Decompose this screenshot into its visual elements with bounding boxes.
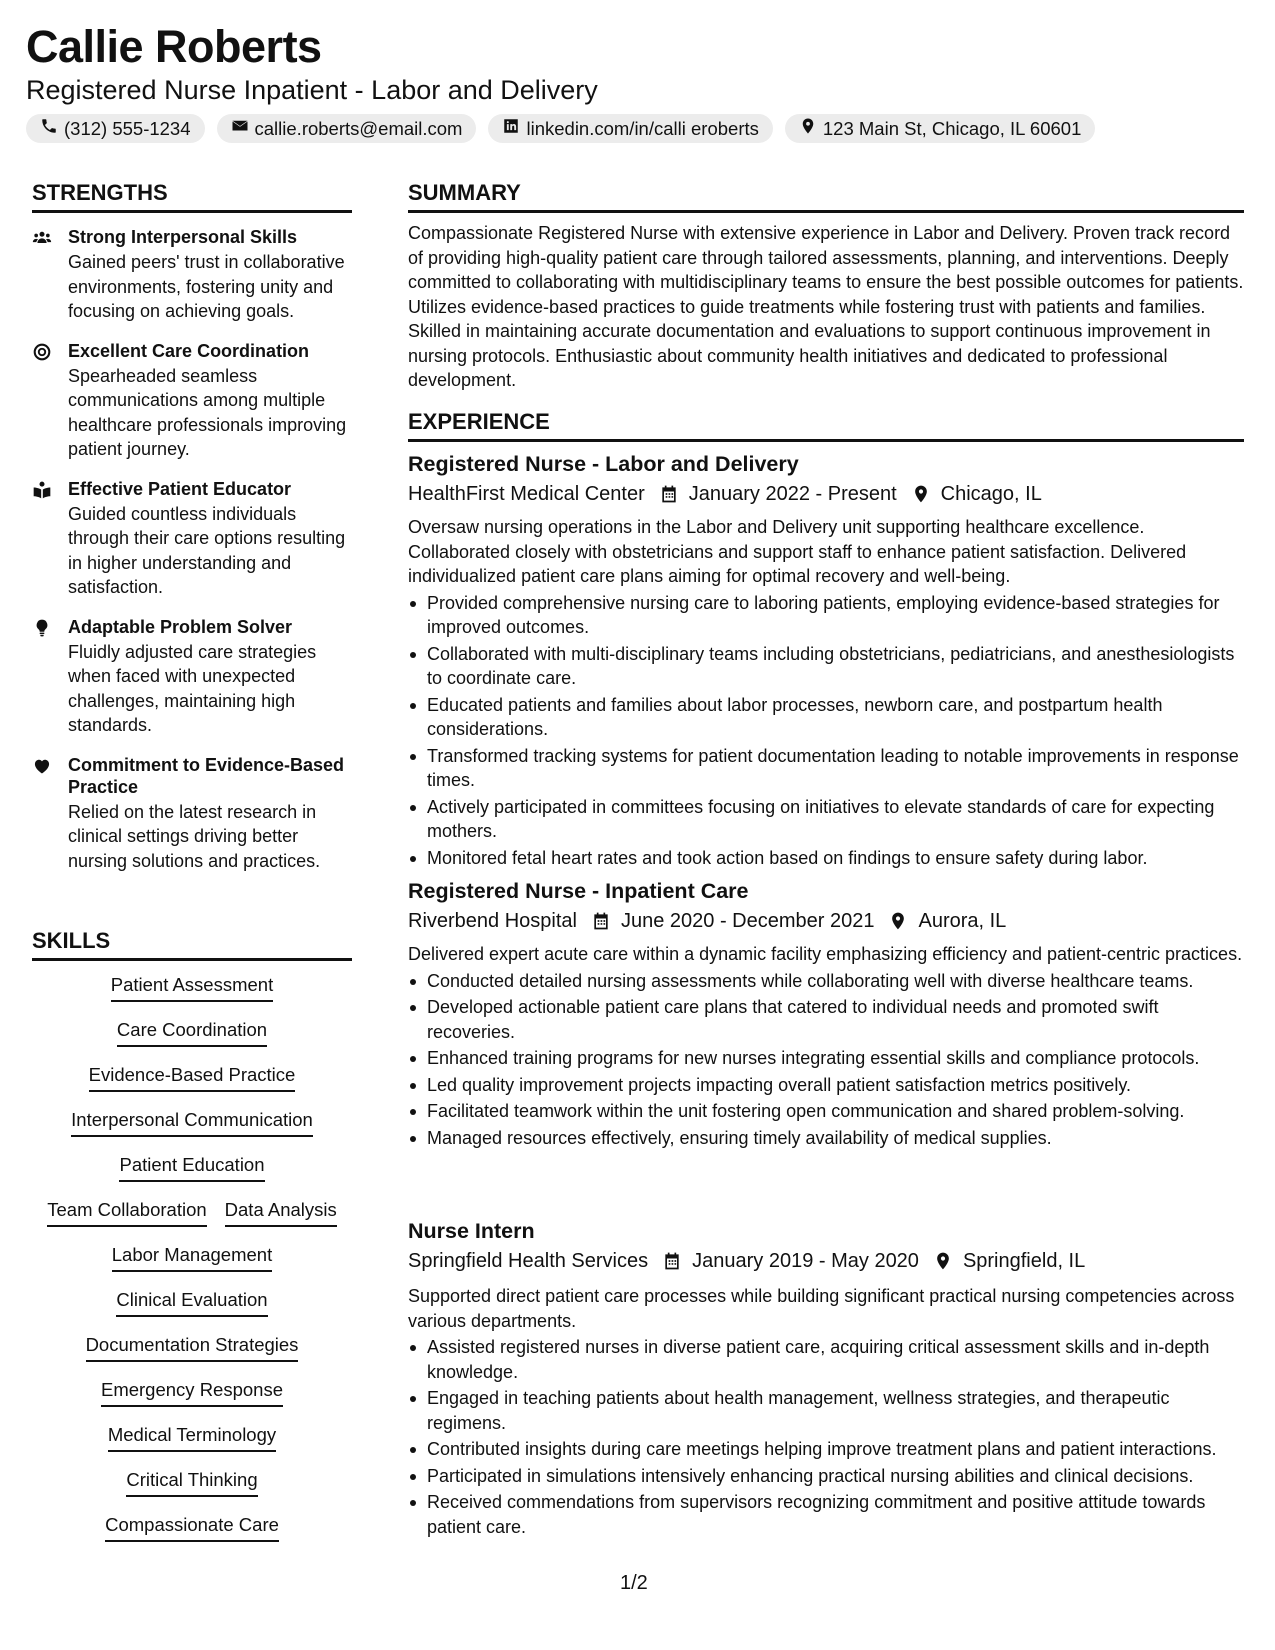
job-description: Supported direct patient care processes while building significant practical nursing competencies across various departments. <box>408 1286 1235 1331</box>
strength-description: Gained peers' trust in collaborative environments, fostering unity and focusing on achieving goals. <box>68 252 345 321</box>
experience-heading: EXPERIENCE <box>408 409 1244 442</box>
page-number: 1/2 <box>620 1572 648 1594</box>
strengths-list <box>32 226 352 889</box>
list-item: Actively participated in committees focusing on initiatives to elevate standards of care for expecting mothers. <box>408 795 1244 844</box>
candidate-name: Callie Roberts <box>26 21 322 72</box>
strength-item <box>32 226 352 324</box>
skill-tag: Data Analysis <box>225 1199 337 1227</box>
list-item: Participated in simulations intensively enhancing practical nursing abilities and clinical decisions. <box>408 1464 1244 1489</box>
strength-item <box>32 754 352 874</box>
strength-title: Effective Patient Educator <box>68 478 292 499</box>
map-pin-icon <box>888 911 908 931</box>
strength-description: Fluidly adjusted care strategies when faced with unexpected challenges, maintaining high standards. <box>68 641 317 735</box>
book-reader-icon <box>32 478 54 600</box>
contact-address <box>785 114 1096 143</box>
list-item: Led quality improvement projects impacting overall patient satisfaction metrics positively. <box>408 1073 1244 1098</box>
list-item: Transformed tracking systems for patient documentation leading to notable improvements in response times. <box>408 744 1244 793</box>
strength-title: Adaptable Problem Solver <box>68 616 293 637</box>
list-item: Conducted detailed nursing assessments while collaborating well with diverse healthcare teams. <box>408 969 1244 994</box>
job-location: Chicago, IL <box>940 483 1042 505</box>
job-location: Aurora, IL <box>918 910 1007 932</box>
strength-item <box>32 478 352 600</box>
job-entry <box>408 1218 1244 1541</box>
strengths-heading: STRENGTHS <box>32 180 352 213</box>
strength-description: Relied on the latest research in clinical settings driving better nursing solutions and practices. <box>68 801 321 871</box>
map-pin-icon <box>933 1251 953 1271</box>
job-location: Springfield, IL <box>962 1250 1086 1272</box>
envelope-icon <box>231 117 249 140</box>
skills-heading: SKILLS <box>32 928 352 961</box>
list-item: Engaged in teaching patients about health management, wellness strategies, and therapeutic regimens. <box>408 1386 1244 1435</box>
job-title: Registered Nurse - Inpatient Care <box>408 879 749 903</box>
job-entry <box>408 878 1244 1152</box>
job-bullets <box>408 1335 1244 1539</box>
summary-heading: SUMMARY <box>408 180 1244 213</box>
job-meta <box>408 908 1244 934</box>
contact-linkedin-text: linkedin.com/in/calli eroberts <box>526 117 759 139</box>
list-item: Monitored fetal heart rates and took action based on findings to ensure safety during labor. <box>408 846 1244 871</box>
list-item: Collaborated with multi-disciplinary teams including obstetricians, pediatricians, and anesthesiologists to coordinate care. <box>408 642 1244 691</box>
strength-item <box>32 616 352 738</box>
skill-tag: Compassionate Care <box>105 1514 279 1542</box>
strength-description: Spearheaded seamless communications among multiple healthcare professionals improving patient journey. <box>68 365 347 459</box>
job-bullets <box>408 591 1244 871</box>
skills-list <box>32 974 352 1542</box>
map-pin-icon <box>911 484 931 504</box>
contact-phone-text: (312) 555-1234 <box>64 117 191 139</box>
lightbulb-icon <box>32 616 54 738</box>
skill-tag: Care Coordination <box>117 1019 267 1047</box>
strength-title: Excellent Care Coordination <box>68 340 310 361</box>
list-item: Educated patients and families about labor processes, newborn care, and postpartum health considerations. <box>408 693 1244 742</box>
list-item: Managed resources effectively, ensuring timely availability of medical supplies. <box>408 1126 1244 1151</box>
phone-icon <box>40 117 58 140</box>
skill-tag: Evidence-Based Practice <box>89 1064 296 1092</box>
calendar-icon <box>659 484 679 504</box>
skill-tag: Critical Thinking <box>126 1469 257 1497</box>
contact-phone[interactable] <box>26 114 205 143</box>
skill-tag: Documentation Strategies <box>86 1334 299 1362</box>
skill-tag: Clinical Evaluation <box>116 1289 267 1317</box>
job-bullets <box>408 969 1244 1151</box>
job-entry <box>408 451 1244 872</box>
calendar-icon <box>662 1251 682 1271</box>
calendar-icon <box>591 911 611 931</box>
strength-item <box>32 340 352 462</box>
skill-tag: Team Collaboration <box>47 1199 206 1227</box>
summary-text: Compassionate Registered Nurse with extensive experience in Labor and Delivery. Proven track record of providing high-quality patient care through tailored assessments, planning, and interventions. Deeply committed to collaborating with multidisciplinary teams to ensure the best possible outcomes for patients. Utilizes evidence-based practices to guide treatments while fostering trust with patients and families. Skilled in maintaining accurate documentation and evaluations to support continuous improvement in nursing protocols. Enthusiastic about community health initiatives and dedicated to professional development. <box>408 223 1244 390</box>
job-dates: January 2019 - May 2020 <box>692 1250 919 1272</box>
job-title: Nurse Intern <box>408 1219 535 1243</box>
linkedin-icon <box>502 117 520 140</box>
job-title: Registered Nurse - Labor and Delivery <box>408 452 799 476</box>
map-pin-icon <box>799 117 817 140</box>
job-dates: January 2022 - Present <box>688 483 897 505</box>
contact-bar <box>26 114 1095 143</box>
heart-icon <box>32 754 54 874</box>
job-description: Oversaw nursing operations in the Labor and Delivery unit supporting healthcare excellence. Collaborated closely with obstetricians and support staff to enhance patient satisfaction. Delivered individualized patient care plans aiming for optimal recovery and well-being. <box>408 517 1187 586</box>
list-item: Assisted registered nurses in diverse patient care, acquiring critical assessment skills and in-depth knowledge. <box>408 1335 1244 1384</box>
contact-email[interactable] <box>217 114 477 143</box>
strength-title: Commitment to Evidence-Based Practice <box>68 754 345 797</box>
list-item: Enhanced training programs for new nurses integrating essential skills and compliance protocols. <box>408 1046 1244 1071</box>
job-company: Riverbend Hospital <box>408 910 577 932</box>
job-company: HealthFirst Medical Center <box>408 483 645 505</box>
job-dates: June 2020 - December 2021 <box>620 910 875 932</box>
skill-tag: Medical Terminology <box>108 1424 276 1452</box>
skill-tag: Patient Assessment <box>111 974 273 1002</box>
list-item: Developed actionable patient care plans that catered to individual needs and promoted swift recoveries. <box>408 995 1244 1044</box>
skill-tag: Patient Education <box>119 1154 264 1182</box>
contact-address-text: 123 Main St, Chicago, IL 60601 <box>822 117 1082 139</box>
strength-description: Guided countless individuals through their care options resulting in higher understanding and satisfaction. <box>68 503 346 597</box>
list-item: Received commendations from supervisors recognizing commitment and positive attitude towards patient care. <box>408 1490 1244 1539</box>
job-company: Springfield Health Services <box>408 1250 649 1272</box>
list-item: Provided comprehensive nursing care to laboring patients, employing evidence-based strategies for improved outcomes. <box>408 591 1244 640</box>
contact-linkedin[interactable] <box>488 114 772 143</box>
contact-email-text: callie.roberts@email.com <box>254 117 463 139</box>
job-meta <box>408 481 1244 507</box>
job-meta <box>408 1248 1244 1274</box>
list-item: Contributed insights during care meetings helping improve treatment plans and patient interactions. <box>408 1437 1244 1462</box>
list-item: Facilitated teamwork within the unit fostering open communication and shared problem-solving. <box>408 1099 1244 1124</box>
skill-tag: Interpersonal Communication <box>71 1109 313 1137</box>
candidate-title: Registered Nurse Inpatient - Labor and Delivery <box>26 75 598 105</box>
skill-tag: Emergency Response <box>101 1379 283 1407</box>
strength-title: Strong Interpersonal Skills <box>68 227 298 247</box>
skill-tag: Labor Management <box>112 1244 272 1272</box>
target-icon <box>32 340 54 462</box>
users-icon <box>32 226 54 324</box>
job-description: Delivered expert acute care within a dynamic facility emphasizing efficiency and patient-centric practices. <box>408 944 1243 964</box>
